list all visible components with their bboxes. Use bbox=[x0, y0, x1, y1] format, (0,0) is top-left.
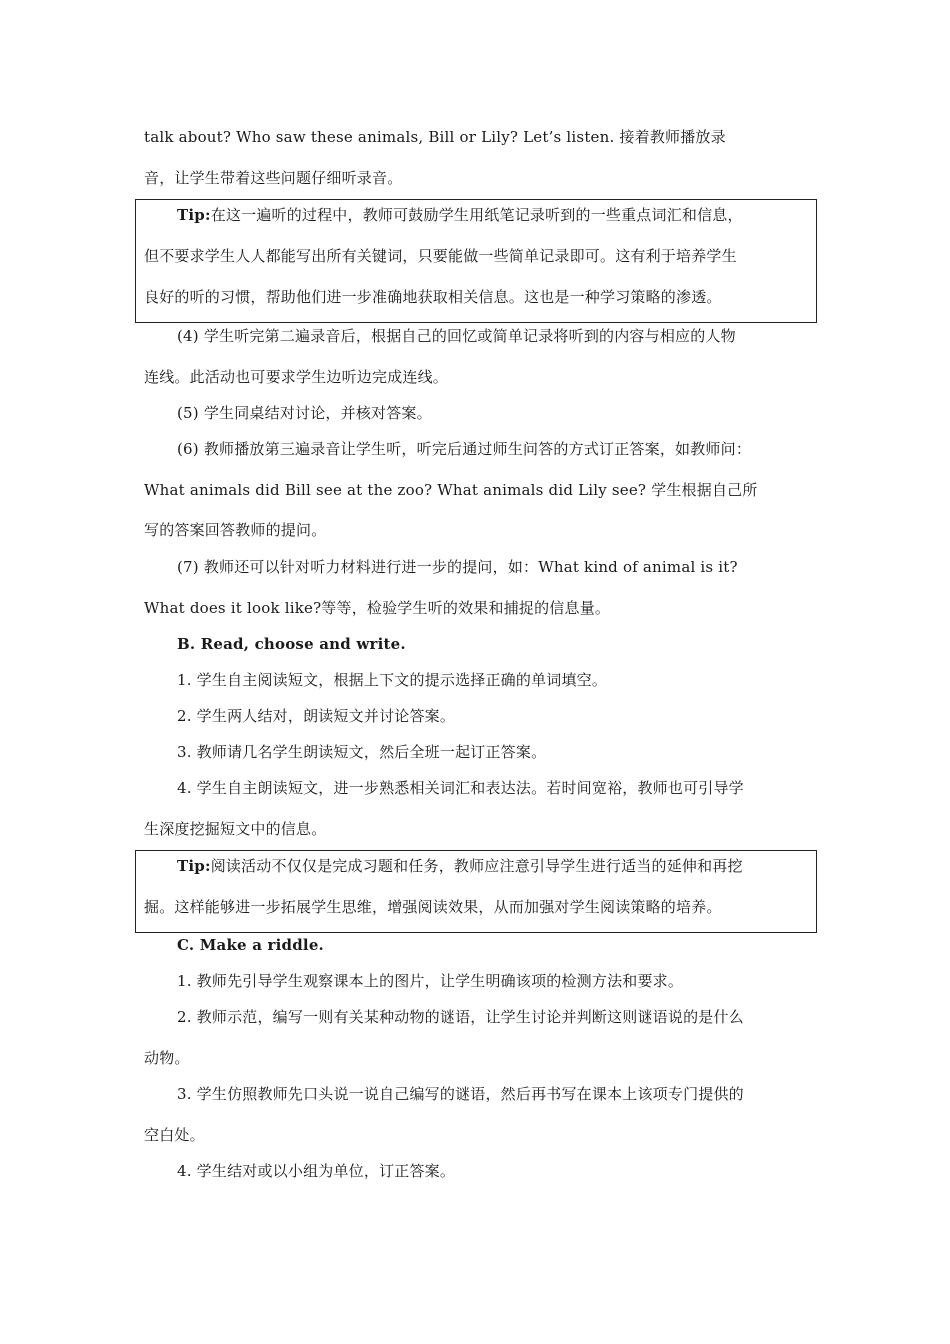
step-7-line-1: (7) 教师还可以针对听力材料进行进一步的提问，如：What kind of animal is it? bbox=[177, 558, 738, 576]
section-c-item-4: 4. 学生结对或以小组为单位，订正答案。 bbox=[177, 1162, 456, 1180]
step-6-line-1: (6) 教师播放第三遍录音让学生听，听完后通过师生问答的方式订正答案，如教师问： bbox=[177, 440, 752, 458]
section-b-item-4-line-1: 4. 学生自主朗读短文，进一步熟悉相关词汇和表达法。若时间宽裕，教师也可引导学 bbox=[177, 779, 744, 797]
tip1-line-1 bbox=[177, 205, 816, 225]
section-b-item-1: 1. 学生自主阅读短文，根据上下文的提示选择正确的单词填空。 bbox=[177, 671, 608, 689]
tip2-line-2: 掘。这样能够进一步拓展学生思维，增强阅读效果，从而加强对学生阅读策略的培养。 bbox=[144, 898, 722, 916]
section-b-item-3: 3. 教师请几名学生朗读短文，然后全班一起订正答案。 bbox=[177, 743, 547, 761]
section-b-item-4-line-2: 生深度挖掘短文中的信息。 bbox=[144, 820, 327, 838]
section-c-item-2-line-2: 动物。 bbox=[144, 1049, 190, 1067]
tip1-label: Tip: bbox=[177, 206, 211, 224]
step-4-line-2: 连线。此活动也可要求学生边听边完成连线。 bbox=[144, 368, 449, 386]
section-c-heading: C. Make a riddle. bbox=[177, 936, 324, 954]
intro-line-1: talk about? Who saw these animals, Bill or Lily? Let’s listen. 接着教师播放录 bbox=[144, 128, 726, 146]
tip1-line-2: 但不要求学生人人都能写出所有关键词，只要能做一些简单记录即可。这有利于培养学生 bbox=[144, 247, 737, 265]
tip1-text-1: 在这一遍听的过程中，教师可鼓励学生用纸笔记录听到的一些重点词汇和信息， bbox=[210, 206, 743, 224]
step-6-line-2: What animals did Bill see at the zoo? What animals did Lily see? 学生根据自己所 bbox=[144, 481, 758, 499]
section-c-item-3-line-2: 空白处。 bbox=[144, 1126, 205, 1144]
tip2-label: Tip: bbox=[177, 857, 211, 875]
step-4-line-1: (4) 学生听完第二遍录音后，根据自己的回忆或简单记录将听到的内容与相应的人物 bbox=[177, 327, 736, 345]
step-7-line-2: What does it look like?等等，检验学生听的效果和捕捉的信息量。 bbox=[144, 599, 611, 617]
section-b-item-2: 2. 学生两人结对，朗读短文并讨论答案。 bbox=[177, 707, 456, 725]
section-c-item-2-line-1: 2. 教师示范，编写一则有关某种动物的谜语，让学生讨论并判断这则谜语说的是什么 bbox=[177, 1008, 744, 1026]
section-c-item-3-line-1: 3. 学生仿照教师先口头说一说自己编写的谜语，然后再书写在课本上该项专门提供的 bbox=[177, 1085, 744, 1103]
section-c-item-1: 1. 教师先引导学生观察课本上的图片，让学生明确该项的检测方法和要求。 bbox=[177, 972, 684, 990]
tip2-line-1 bbox=[177, 856, 816, 876]
intro-line-2: 音，让学生带着这些问题仔细听录音。 bbox=[144, 169, 403, 187]
step-6-line-3: 写的答案回答教师的提问。 bbox=[144, 521, 327, 539]
tip1-line-3: 良好的听的习惯，帮助他们进一步准确地获取相关信息。这也是一种学习策略的渗透。 bbox=[144, 288, 722, 306]
tip2-text-1: 阅读活动不仅仅是完成习题和任务，教师应注意引导学生进行适当的延伸和再挖 bbox=[210, 857, 743, 875]
section-b-heading: B. Read, choose and write. bbox=[177, 635, 406, 653]
step-5: (5) 学生同桌结对讨论，并核对答案。 bbox=[177, 404, 432, 422]
